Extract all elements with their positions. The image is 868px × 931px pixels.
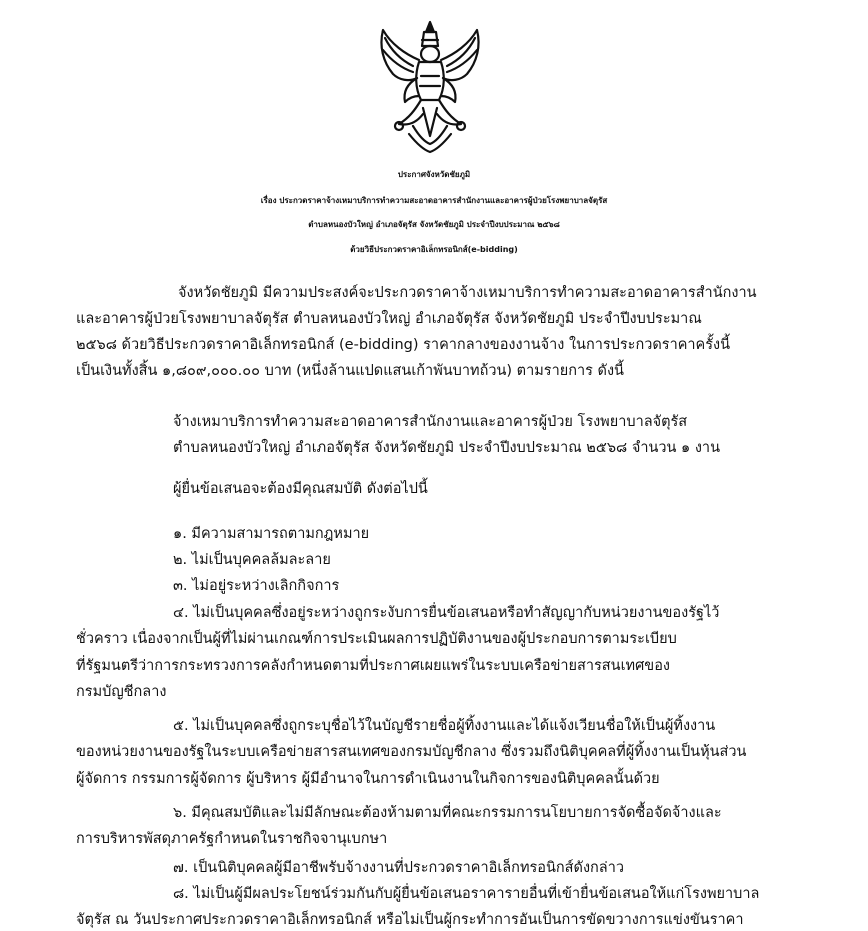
announcement-subject-line2: ตำบลหนองบัวใหญ่ อำเภอจัตุรัส จังหวัดชัยภูมิ ประจำปีงบประมาณ ๒๕๖๘ (308, 220, 560, 229)
qualification-8-line-2: จัตุรัส ณ วันประกาศประกวดราคาอิเล็กทรอนิกส์ หรือไม่เป็นผู้กระทำการอันเป็นการขัดขวางการแข่งขันราคา (76, 912, 744, 928)
qualification-1: ๑. มีความสามารถตามกฎหมาย (173, 526, 370, 542)
qualification-4-line-3: ที่รัฐมนตรีว่าการกระทรวงการคลังกำหนดตามที่ประกาศเผยแพร่ในระบบเครือข่ายสารสนเทศของ (76, 658, 670, 674)
intro-line-1: จังหวัดชัยภูมิ มีความประสงค์จะประกวดราคาจ้างเหมาบริการทำความสะอาดอาคารสำนักงาน (178, 285, 757, 301)
qualification-5-line-2: ของหน่วยงานของรัฐในระบบเครือข่ายสารสนเทศของกรมบัญชีกลาง ซึ่งรวมถึงนิติบุคคลที่ผู้ทิ้งงานเป็นหุ้นส่วน (76, 744, 747, 760)
qualification-4-line-1: ๔. ไม่เป็นบุคคลซึ่งอยู่ระหว่างถูกระงับการยื่นข้อเสนอหรือทำสัญญากับหน่วยงานของรัฐไว้ (173, 605, 720, 621)
qualification-8-line-1: ๘. ไม่เป็นผู้มีผลประโยชน์ร่วมกันกับผู้ยื่นข้อเสนอราคารายอื่นที่เข้ายื่นข้อเสนอให้แก่โรงพยาบาล (173, 886, 760, 902)
qualification-5-line-1: ๕. ไม่เป็นบุคคลซึ่งถูกระบุชื่อไว้ในบัญชีรายชื่อผู้ทิ้งงานและได้แจ้งเวียนชื่อให้เป็นผู้ทิ้งงาน (173, 718, 716, 734)
announcement-subject-line3: ด้วยวิธีประกวดราคาอิเล็กทรอนิกส์(e-bidding) (350, 245, 518, 254)
qualification-3: ๓. ไม่อยู่ระหว่างเลิกกิจการ (173, 578, 340, 594)
qualification-2: ๒. ไม่เป็นบุคคลล้มละลาย (173, 552, 331, 568)
item-line-2: ตำบลหนองบัวใหญ่ อำเภอจัตุรัส จังหวัดชัยภูมิ ประจำปีงบประมาณ ๒๕๖๘ จำนวน ๑ งาน (173, 440, 720, 456)
qualification-7: ๗. เป็นนิติบุคคลผู้มีอาชีพรับจ้างงานที่ประกวดราคาอิเล็กทรอนิกส์ดังกล่าว (173, 860, 624, 876)
intro-line-2: และอาคารผู้ป่วยโรงพยาบาลจัตุรัส ตำบลหนองบัวใหญ่ อำเภอจัตุรัส จังหวัดชัยภูมิ ประจำปีงบประมาณ (76, 311, 702, 327)
qualifications-heading: ผู้ยื่นข้อเสนอจะต้องมีคุณสมบัติ ดังต่อไปนี้ (173, 481, 428, 497)
qualification-5-line-3: ผู้จัดการ กรรมการผู้จัดการ ผู้บริหาร ผู้มีอำนาจในการดำเนินงานในกิจการของนิติบุคคลนั้นด้วย (76, 771, 660, 787)
qualification-4-line-4: กรมบัญชีกลาง (76, 684, 167, 700)
qualification-6-line-1: ๖. มีคุณสมบัติและไม่มีลักษณะต้องห้ามตามที่คณะกรรมการนโยบายการจัดซื้อจัดจ้างและ (173, 805, 722, 821)
announcement-title: ประกาศจังหวัดชัยภูมิ (397, 170, 471, 179)
qualification-4-line-2: ชั่วคราว เนื่องจากเป็นผู้ที่ไม่ผ่านเกณฑ์การประเมินผลการปฏิบัติงานของผู้ประกอบการตามระเบียบ (76, 631, 677, 647)
garuda-emblem-icon (369, 18, 491, 158)
intro-line-4: เป็นเงินทั้งสิ้น ๑,๘๐๙,๐๐๐.๐๐ บาท (หนึ่งล้านแปดแสนเก้าพันบาทถ้วน) ตามรายการ ดังนี้ (76, 363, 624, 379)
intro-line-3: ๒๕๖๘ ด้วยวิธีประกวดราคาอิเล็กทรอนิกส์ (e-bidding) ราคากลางของงานจ้าง ในการประกวดราคาครั้งนี้ (76, 337, 731, 353)
announcement-subject: เรื่อง ประกวดราคาจ้างเหมาบริการทำความสะอาดอาคารสำนักงานและอาคารผู้ป่วยโรงพยาบาลจัตุรัส (260, 196, 608, 205)
qualification-6-line-2: การบริหารพัสดุภาครัฐกำหนดในราชกิจจานุเบกษา (76, 831, 388, 847)
item-line-1: จ้างเหมาบริการทำความสะอาดอาคารสำนักงานและอาคารผู้ป่วย โรงพยาบาลจัตุรัส (173, 414, 688, 430)
